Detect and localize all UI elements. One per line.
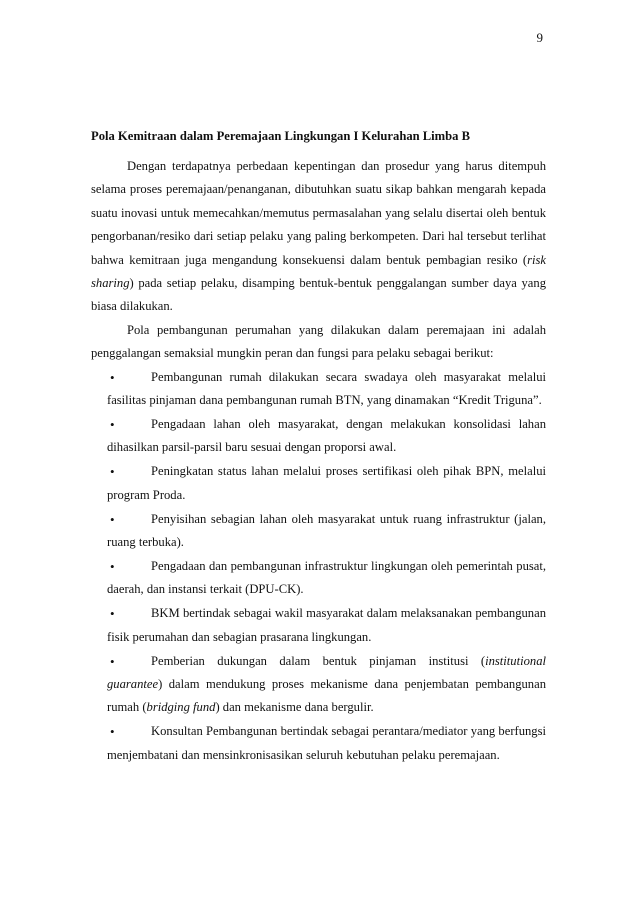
text-run: ) dalam mendukung proses mekanisme dana penjembatan pembangunan rumah (: [107, 676, 546, 715]
text-run: BKM bertindak sebagai wakil masyarakat dalam melaksanakan pembangunan fisik perumahan dan sebagian prasarana lingkungan.: [107, 606, 546, 644]
bullet-item: [91, 650, 546, 720]
page-content: [91, 125, 546, 767]
text-run: Dengan terdapatnya perbedaan kepentingan dan prosedur yang harus ditempuh selama proses peremajaan/penanganan, dibutuhkan suatu sikap bahkan mengarah kepada suatu inovasi untuk memecahkan/memutus permasalahan yang selalu disertai oleh bentuk pengorbanan/resiko dari setiap pelaku yang paling berkompeten. Dari hal tersebut terlihat bahwa kemitraan juga mengandung konsekuensi dalam bentuk pembagian resiko (: [91, 159, 546, 267]
bullet-item: [91, 413, 546, 460]
text-run: ) pada setiap pelaku, disamping bentuk-bentuk penggalangan sumber daya yang biasa dilakukan.: [91, 276, 546, 314]
bullet-item: [91, 602, 546, 649]
bullet-list: [91, 366, 546, 767]
text-run: Pemberian dukungan dalam bentuk pinjaman institusi (: [151, 653, 486, 668]
text-run: Peningkatan status lahan melalui proses sertifikasi oleh pihak BPN, melalui program Proda.: [107, 464, 546, 502]
text-run: Pengadaan lahan oleh masyarakat, dengan melakukan konsolidasi lahan dihasilkan parsil-parsil baru sesuai dengan proporsi awal.: [107, 416, 546, 455]
bullet-item: [91, 460, 546, 507]
section-heading: Pola Kemitraan dalam Peremajaan Lingkungan I Kelurahan Limba B: [91, 129, 471, 143]
italic-term: bridging fund: [146, 700, 216, 715]
italic-term: risk sharing: [91, 252, 546, 291]
text-run: Penyisihan sebagian lahan oleh masyarakat untuk ruang infrastruktur (jalan, ruang terbuka).: [107, 511, 546, 549]
text-run: Pembangunan rumah dilakukan secara swadaya oleh masyarakat melalui fasilitas pinjaman dana pembangunan rumah BTN, yang dinamakan “Kredit Triguna”.: [107, 369, 546, 408]
italic-term: institutional guarantee: [107, 653, 546, 691]
bullet-item: [91, 720, 546, 767]
bullet-item: [91, 366, 546, 413]
page-number: 9: [536, 30, 543, 45]
text-run: Pengadaan dan pembangunan infrastruktur lingkungan oleh pemerintah pusat, daerah, dan instansi terkait (DPU-CK).: [107, 558, 546, 597]
body-paragraph: [91, 155, 546, 319]
text-run: ) dan mekanisme dana bergulir.: [215, 700, 374, 715]
bullet-item: [91, 508, 546, 555]
body-paragraph: [91, 319, 546, 366]
text-run: Pola pembangunan perumahan yang dilakukan dalam peremajaan ini adalah penggalangan semaksial mungkin peran dan fungsi para pelaku sebagai berikut:: [91, 322, 546, 361]
text-run: Konsultan Pembangunan bertindak sebagai perantara/mediator yang berfungsi menjembatani dan mensinkronisasikan seluruh kebutuhan pelaku peremajaan.: [107, 724, 546, 762]
bullet-item: [91, 555, 546, 602]
